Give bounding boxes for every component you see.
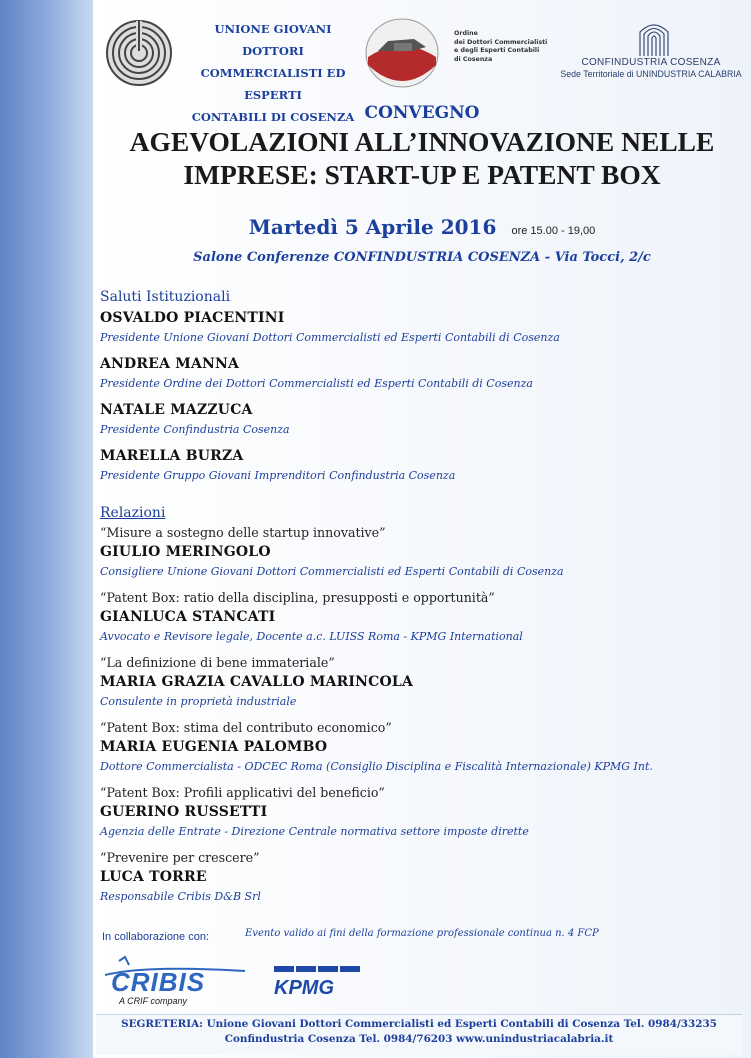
confindustria-name: CONFINDUSTRIA COSENZA xyxy=(581,57,721,68)
footer-line2: Confindustria Cosenza Tel. 0984/76203 www.unindustriacalabria.it xyxy=(224,1033,614,1045)
talk-topic: “La definizione di bene immateriale” xyxy=(100,655,335,670)
talks-label: Relazioni xyxy=(100,505,166,521)
speaker-role: Presidente Unione Giovani Dottori Commercialisti ed Esperti Contabili di Cosenza xyxy=(100,331,560,344)
confindustria-caption xyxy=(556,58,746,79)
confindustria-logo xyxy=(634,20,674,58)
footer-line1: SEGRETERIA: Unione Giovani Dottori Commercialisti ed Esperti Contabili di Cosenza Tel. 0984/33235 xyxy=(121,1018,717,1030)
ugdc-line3: CONTABILI DI COSENZA xyxy=(191,110,355,124)
talk-topic: “Prevenire per crescere” xyxy=(100,850,260,865)
ugdc-line1: UNIONE GIOVANI DOTTORI xyxy=(214,22,332,58)
speaker-name: GUERINO RUSSETTI xyxy=(100,804,268,820)
speaker-role: Agenzia delle Entrate - Direzione Centrale normativa settore imposte dirette xyxy=(100,825,529,838)
talk-topic: “Patent Box: ratio della disciplina, presupposti e opportunità” xyxy=(100,590,495,605)
odc-line1: Ordine xyxy=(454,30,478,37)
speaker-name: MARELLA BURZA xyxy=(100,448,244,464)
speaker-role: Avvocato e Revisore legale, Docente a.c. LUISS Roma - KPMG International xyxy=(100,630,523,643)
kpmg-logo xyxy=(272,960,366,1000)
event-date: Martedì 5 Aprile 2016 xyxy=(248,215,497,239)
speaker-name: OSVALDO PIACENTINI xyxy=(100,310,285,326)
speaker-role: Responsabile Cribis D&B Srl xyxy=(100,890,261,903)
speaker-role: Consulente in proprietà industriale xyxy=(100,695,297,708)
speaker-role: Consigliere Unione Giovani Dottori Commercialisti ed Esperti Contabili di Cosenza xyxy=(100,565,564,578)
talk-topic: “Misure a sostegno delle startup innovative” xyxy=(100,525,386,540)
odc-line2: dei Dottori Commercialisti xyxy=(454,38,548,46)
speaker-name: LUCA TORRE xyxy=(100,869,207,885)
speaker-name: GIULIO MERINGOLO xyxy=(100,544,271,560)
secretariat-footer xyxy=(96,1014,742,1055)
event-title-line1: AGEVOLAZIONI ALL’INNOVAZIONE NELLE xyxy=(129,126,715,157)
cribis-wordmark: CRIBIS xyxy=(111,967,206,997)
speaker-name: ANDREA MANNA xyxy=(100,356,240,372)
greetings-label: Saluti Istituzionali xyxy=(100,289,231,305)
cribis-tagline: A CRIF company xyxy=(119,996,188,1006)
talk-topic: “Patent Box: stima del contributo economico” xyxy=(100,720,392,735)
speaker-role: Dottore Commercialista - ODCEC Roma (Consiglio Disciplina e Fiscalità Internazionale) KPMG Int. xyxy=(100,760,653,773)
speaker-role: Presidente Ordine dei Dottori Commercialisti ed Esperti Contabili di Cosenza xyxy=(100,377,533,390)
speaker-name: GIANLUCA STANCATI xyxy=(100,609,276,625)
kpmg-wordmark: KPMG xyxy=(274,977,334,999)
event-title xyxy=(93,125,751,191)
speaker-role: Presidente Confindustria Cosenza xyxy=(100,423,290,436)
ugdc-line2: COMMERCIALISTI ED ESPERTI xyxy=(200,66,346,102)
talk-topic: “Patent Box: Profili applicativi del beneficio” xyxy=(100,785,385,800)
event-venue: Salone Conferenze CONFINDUSTRIA COSENZA - Via Tocci, 2/c xyxy=(193,250,651,265)
odc-name xyxy=(454,30,554,64)
event-date-line xyxy=(93,215,751,239)
confindustria-subtitle: Sede Territoriale di UNINDUSTRIA CALABRIA xyxy=(560,68,742,79)
left-decorative-band xyxy=(0,0,93,1058)
event-time: ore 15.00 - 19,00 xyxy=(511,225,596,237)
odc-logo xyxy=(364,17,450,89)
speaker-role: Presidente Gruppo Giovani Imprenditori Confindustria Cosenza xyxy=(100,469,456,482)
speaker-name: MARIA EUGENIA PALOMBO xyxy=(100,739,328,755)
event-title-line2: IMPRESE: START-UP E PATENT BOX xyxy=(183,159,661,190)
odc-line4: di Cosenza xyxy=(454,55,493,63)
ugdc-labyrinth-logo xyxy=(104,18,174,88)
cribis-logo xyxy=(105,955,260,1007)
speaker-name: MARIA GRAZIA CAVALLO MARINCOLA xyxy=(100,674,414,690)
odc-line3: e degli Esperti Contabili xyxy=(454,47,540,54)
collaboration-label: In collaborazione con: xyxy=(102,931,210,943)
event-kind: CONVEGNO xyxy=(364,103,480,123)
ecm-credit-note: Evento valido ai fini della formazione professionale continua n. 4 FCP xyxy=(245,928,599,939)
speaker-name: NATALE MAZZUCA xyxy=(100,402,253,418)
